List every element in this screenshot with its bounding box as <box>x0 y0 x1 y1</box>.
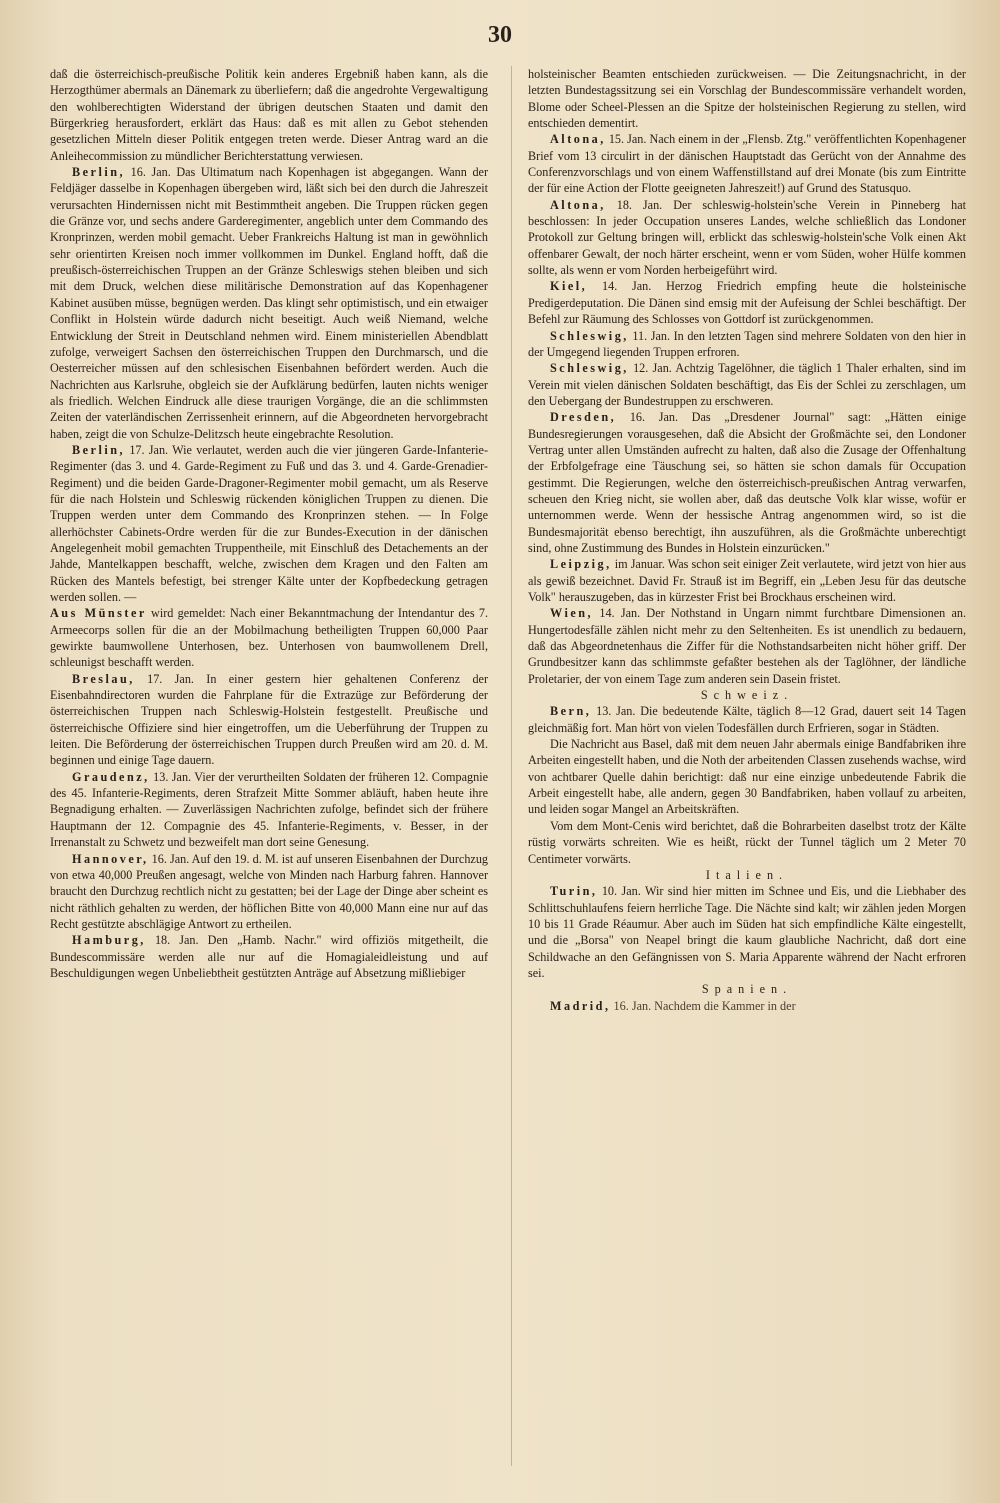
article-text: im Januar. Was schon seit einiger Zeit verlautete, wird jetzt von hier aus als gewiß bezeichnet. David Fr. Strauß ist im Begriff, ein „Leben Jesu für das deutsche Volk" herauszugeben, das in kürzester Frist bei Brockhaus erscheinen wird. <box>528 557 966 604</box>
article-text: 13. Jan. Vier der verurtheilten Soldaten der früheren 12. Compagnie des 45. Infanterie-Regiments, deren Strafzeit Mitte Sommer abläuft, haben heute ihre Begnadigung erhalten. — Zuverlässigen Nachrichten zufolge, befindet sich der frühere Hauptmann der 12. Compagnie des 45. Infanterie-Regiments, v. Besser, in der Irrenanstalt zu Schwetz und bezweifelt man dort seine Genesung. <box>50 769 488 850</box>
dateline-place: Bern, <box>550 704 592 719</box>
article-text: holsteinischer Beamten entschieden zurückweisen. — Die Zeitungsnachricht, in der letzten Bundestagssitzung sei ein Vorschlag der Bundescommissäre verhandelt worden, Blome oder Scheel-Plessen an die Spitze der holsteinischen Regierung zu stellen, wird entschieden dementirt. <box>528 67 966 131</box>
dateline-place: Dresden, <box>550 410 617 425</box>
article-text: 14. Jan. Der Nothstand in Ungarn nimmt furchtbare Dimensionen an. Hungertodesfälle zählen nicht mehr zu den Seltenheiten. Es ist unendlich zu bedauern, daß das Abgeordnetenhaus die Ziffer für die Nothstandsarbeiten nicht höher griff. Der Grundbesitzer kann das schlimmste gefaßter bestehen als der Taglöhner, der ländliche Proletarier, der von einem Tage zum anderen sein Dasein fristet. <box>528 606 966 686</box>
dateline-place: Berlin, <box>72 165 126 180</box>
article-text: 10. Jan. Wir sind hier mitten im Schnee und Eis, und die Liebhaber des Schlittschuhlaufens feiern herrliche Tage. Die Nächte sind kalt; wir zählen jeden Morgen 10 bis 11 Grade Réaumur. Aber auch im Süden hat sich empfindliche Kälte eingestellt, und die „Borsa" von Neapel bringt die kaum glaubliche Nachricht, daß dort eine Schildwache an den Gefängnissen von S. Maria Apparente während der Nacht erfroren sei. <box>528 884 966 980</box>
article-text: 12. Jan. Achtzig Tagelöhner, die täglich 1 Thaler erhalten, sind im Verein mit vielen dänischen Soldaten beschäftigt, das Eis der Schlei zu zerschlagen, um den Uebergang der Bundestruppen zu erschweren. <box>528 361 966 408</box>
article-text: 17. Jan. In einer gestern hier gehaltenen Conferenz der Eisenbahndirectoren wurden die Fahrplane für die Extrazüge zur Beförderung der österreichischen Truppen nach Schleswig-Holstein festgestellt. Preußische und österreichische Offiziere sind hier eingetroffen, um die Ueberführung der Truppen zu leiten. Die Beförderung der österreichischen Truppen durch Preußen wird am 20. d. M. beginnen und einige Tage dauern. <box>50 671 488 768</box>
article-paragraph <box>528 556 966 605</box>
dateline-place: Breslau, <box>72 671 135 686</box>
article-text: 17. Jan. Wie verlautet, werden auch die vier jüngeren Garde-Infanterie-Regimenter (das 3. und 4. Garde-Regiment zu Fuß und das 3. und 4. Garde-Grenadier-Regiment) und die beiden Garde-Dragoner-Regimenter mobil gemacht, um als Reserve für die nach Holstein und Schleswig rückenden königlichen Truppen zu dienen. Die Truppen werden unter dem Commando des Kronprinzen stehen. — In Folge allerhöchster Cabinets-Ordre werden für die zur Bundes-Execution in der dänischen Angelegenheit mobil gemachten Truppentheile, mit Einschluß des Detachements an der Jahde, Mantelkappen beschafft, welche, zwischen dem Kragen und den Falten am Rücken des Mantels befestigt, bei strenger Kälte unter der Kopfbedeckung getragen werden sollen. — <box>50 442 488 604</box>
article-text: Die Nachricht aus Basel, daß mit dem neuen Jahr abermals einige Bandfabriken ihre Arbeiten eingestellt haben, und die Noth der arbeitenden Classen zusehends wachse, wird von achtbarer Quelle dahin berichtigt: daß nur eine einzige unbedeutende Fabrik die Arbeit eingestellt habe, alle andern, gegen 30 Bandfabriken, haben vollauf zu arbeiten, und leiden sogar Mangel an Arbeitskräften. <box>528 737 966 817</box>
article-text: 15. Jan. Nach einem in der „Flensb. Ztg." veröffentlichten Kopenhagener Brief vom 13 circulirt in der dänischen Hauptstadt das Gerücht von der Annahme des Conferenzvorschlags und von einem Waffenstillstand auf drei Monate (bis zum Eintritte der für eine Action der Flotte geeigneten Jahreszeit!) auf Grund des Statusquo. <box>528 132 966 196</box>
left-column <box>50 66 488 1466</box>
article-text: 16. Jan. Nachdem die Kammer in der <box>613 998 796 1013</box>
article-paragraph <box>50 442 488 605</box>
article-paragraph <box>50 164 488 442</box>
article-paragraph <box>528 409 966 556</box>
article-paragraph <box>528 197 966 279</box>
dateline-place: Altona, <box>550 197 606 212</box>
article-paragraph <box>50 769 488 851</box>
dateline-place: Kiel, <box>550 279 588 294</box>
right-column <box>528 66 966 1466</box>
column-divider <box>511 66 512 1466</box>
article-text: 18. Jan. Der schleswig-holstein'sche Verein in Pinneberg hat beschlossen: In jeder Occupation unseres Landes, welche schließlich das Londoner Protokoll zur Geltung bringen will, erblickt das schleswig-holstein'sche Volk einen Akt offenbarer Gewalt, der noch härter erscheint, wenn er vom Süden, woher Hülfe kommen sollte, als wenn er vom Norden herbeigeführt wird. <box>528 197 966 278</box>
dateline-place: Schleswig, <box>550 328 629 343</box>
article-paragraph <box>528 883 966 981</box>
article-text: wird gemeldet: Nach einer Bekanntmachung der Intendantur des 7. Armeecorps sollen für die an der Mobilmachung betheiligten Truppen 60,000 Paar gewirkte baumwollene Unterhosen, bez. Unterhosen von baumwollenem Drell, schleunigst beschafft werden. <box>50 606 488 670</box>
article-text: 11. Jan. In den letzten Tagen sind mehrere Soldaten von den hier in der Umgegend liegenden Truppen erfroren. <box>528 328 966 359</box>
article-paragraph <box>528 328 966 361</box>
dateline-place: Graudenz, <box>72 769 150 784</box>
article-paragraph <box>528 703 966 736</box>
article-text: 18. Jan. Den „Hamb. Nachr." wird offiziös mitgetheilt, die Bundescommissäre werden alle nur auf die Homagialeidleistung und auf Beschuldigungen wegen Unbeliebtheit gestützten Anträge auf Absetzung mißliebiger <box>50 933 488 980</box>
section-heading-italien: Italien. <box>705 867 789 882</box>
article-text: Vom dem Mont-Cenis wird berichtet, daß die Bohrarbeiten daselbst trotz der Kälte rüstig vorwärts schreiten. Wie es heißt, rückt der Tunnel täglich um 2 Meter 70 Centimeter vorwärts. <box>528 818 966 866</box>
dateline-place: Madrid, <box>550 998 611 1013</box>
dateline-place: Leipzig, <box>550 557 612 572</box>
article-paragraph <box>50 66 488 164</box>
article-paragraph <box>528 66 966 131</box>
article-text: 13. Jan. Die bedeutende Kälte, täglich 8—12 Grad, dauert seit 14 Tagen gleichmäßig fort. Man hört von vielen Todesfällen durch Erfrieren, sogar in Städten. <box>528 704 966 735</box>
dateline-place: Altona, <box>550 132 606 147</box>
article-paragraph <box>528 736 966 818</box>
dateline-place: Berlin, <box>72 442 126 457</box>
article-paragraph <box>528 998 966 1014</box>
section-heading-schweiz: Schweiz. <box>700 688 794 703</box>
article-paragraph <box>50 932 488 981</box>
section-heading-spanien: Spanien. <box>701 982 793 997</box>
article-text: daß die österreichisch-preußische Politik kein anderes Ergebniß haben kann, als die Herzogthümer abermals an Dänemark zu überliefern; daß die angedrohte Vergewaltigung den wohlberechtigten Widerstand der übrigen deutschen Staaten und damit den Bürgerkrieg herausfordert, erklärt das Haus: daß es mit allen zu Gebot stehenden gesetzlichen Mitteln dieser Politik entgegen treten werde. Dieser Antrag ward an die Anleihecommission zu mündlicher Berichterstattung verwiesen. <box>50 67 488 163</box>
article-paragraph <box>528 131 966 196</box>
dateline-place: Aus Münster <box>50 606 147 621</box>
page-number: 30 <box>488 22 512 48</box>
article-text: 16. Jan. Auf den 19. d. M. ist auf unseren Eisenbahnen der Durchzug von etwa 40,000 Preußen angesagt, welche von Minden nach Harburg fahren. Hannover braucht den Durchzug rechtlich nicht zu gestatten; bei der Lage der Dinge aber scheint es nicht räthlich gehalten zu werden, der höflichen Bitte von 40,000 Mann eine nur auf das Recht gestützte abschlägige Antwort zu ertheilen. <box>50 851 488 931</box>
article-paragraph <box>528 605 966 687</box>
dateline-place: Schleswig, <box>550 361 629 376</box>
article-paragraph <box>528 818 966 867</box>
article-text: 16. Jan. Das „Dresdener Journal" sagt: „Hätten einige Bundesregierungen vorausgesehen, daß die Absicht der Großmächte sei, den Londoner Vertrag unter allen Umständen aufrecht zu halten, daß also die Zusage der Offenhaltung der Erbfolgefrage eine Täuschung sei, so hätten sie schon damals für Occupation gestimmt. Die Regierungen, welche den österreichisch-preußischen Antrag verwarfen, scheuen den Krieg nicht, sie wollen aber, daß das deutsche Volk klar wisse, wofür er unternommen werde. Wenn der hessische Antrag angenommen wird, so ist die Bundesmajorität ebenso berechtigt, ihn auszuführen, als die Großmächte unberechtigt sind, ohne Zustimmung des Bundes in Holstein einzurücken." <box>528 410 966 555</box>
article-paragraph <box>50 851 488 933</box>
dateline-place: Hannover, <box>72 851 149 866</box>
article-paragraph <box>528 360 966 409</box>
article-paragraph <box>50 605 488 670</box>
dateline-place: Wien, <box>550 606 594 621</box>
article-text: 16. Jan. Das Ultimatum nach Kopenhagen ist abgegangen. Wann der Feldjäger dasselbe in Kopenhagen übergeben wird, läßt sich bei den durch die Jahreszeit verursachten Hindernissen nicht mit Bestimmtheit angeben. Die Truppen rücken gegen die Gränze vor, und sechs andere Garderegimenter, angeblich unter dem Commando des Kronprinzen, werden mobil gemacht. Ueber Frankreichs Haltung ist man in gewöhnlich sehr orientirten Kreisen noch immer vollkommen im Dunkel. England hofft, daß die preußisch-österreichischen Truppen an der Gränze Schleswigs stehen bleiben und sich mit dem Druck, welchen diese militärische Demonstration auf das Kopenhagener Kabinet ausüben müsse, begnügen werden. Das klingt sehr optimistisch, und ein etwaiger Conflikt in Holstein würde dadurch nicht beseitigt. Auch weiß Niemand, welche Entwicklung der Streit in Deutschland nehmen wird. Einem ministeriellen Abendblatt zufolge, verweigert Sachsen den österreichischen Truppen den Durchmarsch, und die Oesterreicher müssen auf den schlesischen Eisenbahnen befördert werden. Auch die Nachrichten aus Karlsruhe, obgleich sie der Aufklärung bedürfen, lauten nichts weniger als friedlich. Welchen Eindruck alle diese traurigen Vorgänge, die an die schlimmsten Zeiten der vaterländischen Zerrissenheit erinnern, auf die Abgeordneten hervorgebracht haben, zeigt die von Schulze-Delitzsch heute eingebrachte Resolution. <box>50 165 488 441</box>
article-paragraph <box>50 671 488 769</box>
dateline-place: Hamburg, <box>72 933 146 948</box>
article-text: 14. Jan. Herzog Friedrich empfing heute die holsteinische Predigerdeputation. Die Dänen sind emsig mit der Aufeisung der Schlei beschäftigt. Der Befehl zur Räumung des Schlosses von Gottdorf ist zurückgenommen. <box>528 279 966 327</box>
dateline-place: Turin, <box>550 884 598 899</box>
article-paragraph <box>528 278 966 327</box>
